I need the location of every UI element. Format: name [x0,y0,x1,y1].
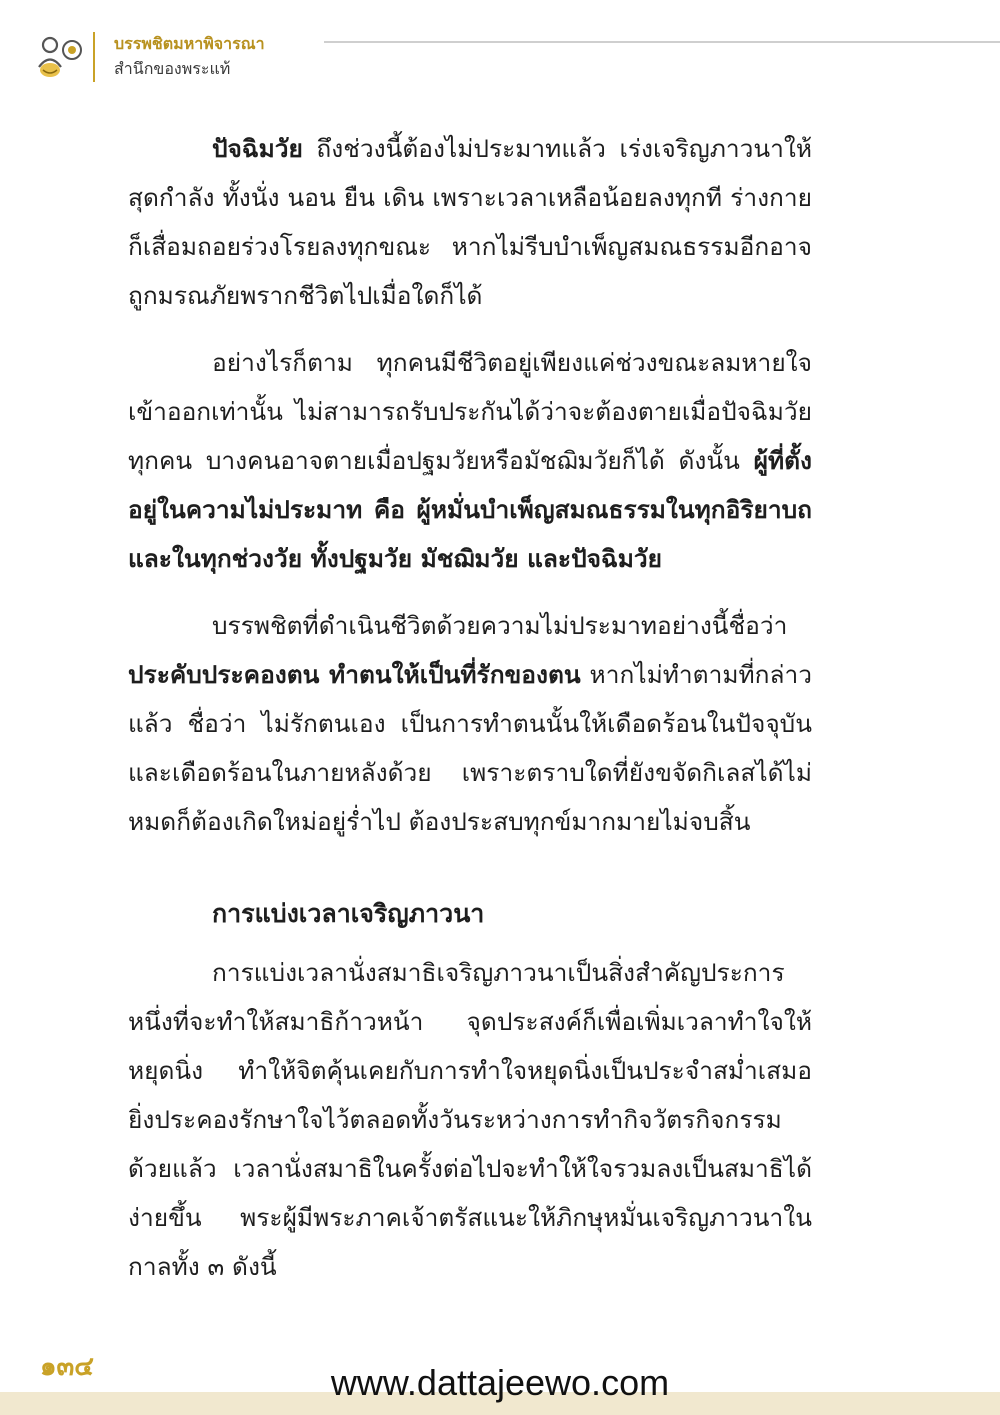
paragraph-2 [128,338,812,583]
paragraph-3-bold-mid: ประคับประคองตน ทำตนให้เป็นที่รักของตน [128,660,581,689]
paragraph-1-text: ถึงช่วงนี้ต้องไม่ประมาทแล้ว เร่งเจริญภาวนาให้สุดกำลัง ทั้งนั่ง นอน ยืน เดิน เพราะเวลาเหลือน้อยลงทุกที ร่างกายก็เสื่อมถอยร่วงโรยลงทุกขณะ หากไม่รีบบำเพ็ญสมณธรรมอีกอาจถูกมรณภัยพรากชีวิตไปเมื่อใดก็ได้ [128,134,812,310]
paragraph-3 [128,601,812,846]
paragraph-1-bold-lead: ปัจฉิมวัย [212,134,303,163]
header-divider [93,32,95,82]
website-url: www.dattajeewo.com [330,1362,670,1403]
monk-meditation-logo-icon [34,34,84,84]
header-title: บรรพชิตมหาพิจารณา [114,34,265,53]
paragraph-2-text: อย่างไรก็ตาม ทุกคนมีชีวิตอยู่เพียงแค่ช่วงขณะลมหายใจเข้าออกเท่านั้น ไม่สามารถรับประกันได้ว่าจะต้องตายเมื่อปัจฉิมวัยทุกคน บางคนอาจตายเมื่อปฐมวัยหรือมัชฌิมวัยก็ได้ ดังนั้น [128,348,812,475]
page-number: ๑๓๔ [40,1352,94,1382]
header-subtitle: สำนึกของพระแท้ [114,59,231,78]
paragraph-1 [128,124,812,320]
header-rule [324,41,1000,43]
page-content [128,124,812,1309]
paragraph-3-text: บรรพชิตที่ดำเนินชีวิตด้วยความไม่ประมาทอย่างนี้ชื่อว่า [212,611,788,640]
paragraph-2-bold-tail: ผู้ที่ตั้งอยู่ในความไม่ประมาท คือ ผู้หมั่นบำเพ็ญสมณธรรมในทุกอิริยาบถและในทุกช่วงวัย ทั้งปฐมวัย มัชฌิมวัย และปัจฉิมวัย [128,446,812,573]
section-paragraph: การแบ่งเวลานั่งสมาธิเจริญภาวนาเป็นสิ่งสำคัญประการหนึ่งที่จะทำให้สมาธิก้าวหน้า จุดประสงค์ก็เพื่อเพิ่มเวลาทำใจให้หยุดนิ่ง ทำให้จิตคุ้นเคยกับการทำใจหยุดนิ่งเป็นประจำสม่ำเสมอ ยิ่งประคองรักษาใจไว้ตลอดทั้งวันระหว่างการทำกิจวัตรกิจกรรมด้วยแล้ว เวลานั่งสมาธิในครั้งต่อไปจะทำให้ใจรวมลงเป็นสมาธิได้ง่ายขึ้น พระผู้มีพระภาคเจ้าตรัสแนะให้ภิกษุหมั่นเจริญภาวนาในกาลทั้ง ๓ ดังนี้ [128,958,812,1281]
section-heading: การแบ่งเวลาเจริญภาวนา [212,899,485,928]
paragraph-3-text-after: หากไม่ทำตามที่กล่าวแล้ว ชื่อว่า ไม่รักตนเอง เป็นการทำตนนั้นให้เดือดร้อนในปัจจุบันและเดือดร้อนในภายหลังด้วย เพราะตราบใดที่ยังขจัดกิเลสได้ไม่หมดก็ต้องเกิดใหม่อยู่ร่ำไป ต้องประสบทุกข์มากมายไม่จบสิ้น [128,660,812,836]
